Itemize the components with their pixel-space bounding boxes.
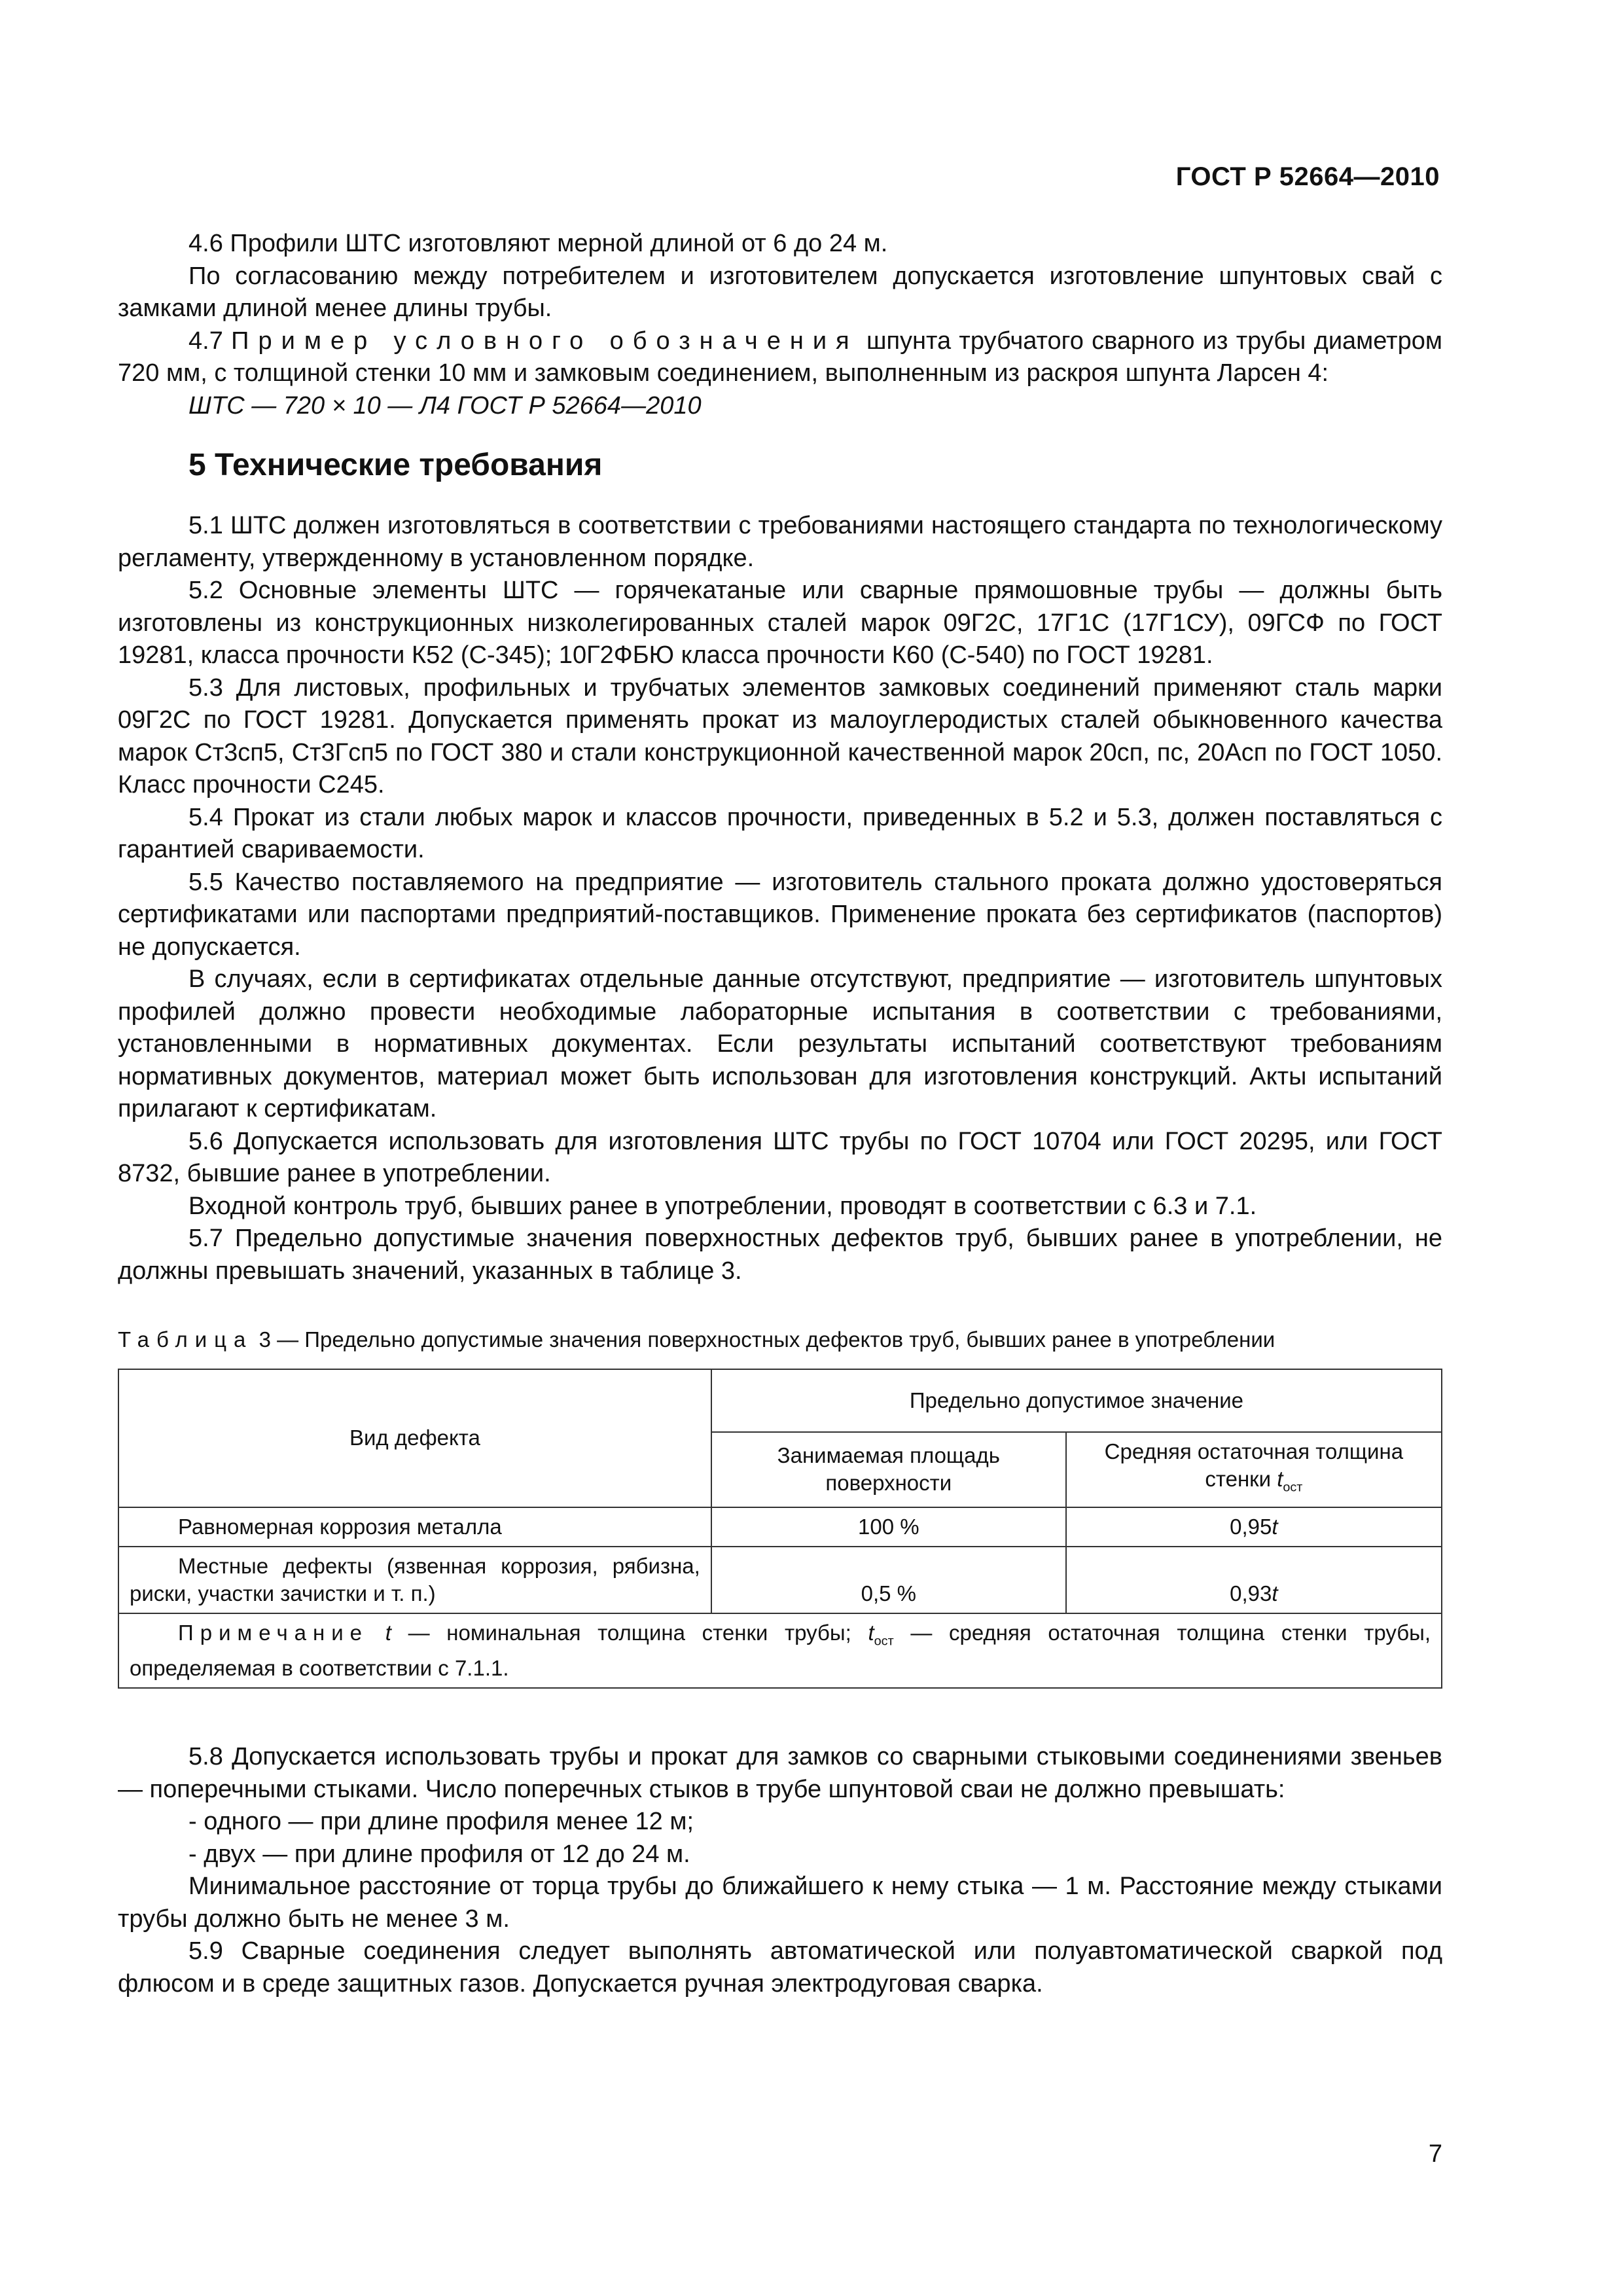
paragraph-5-7: 5.7 Предельно допустимые значения поверхностных дефектов труб, бывших ранее в употреблении, не должны превышать значений, указанных в таблице 3.	[118, 1225, 1442, 1285]
paragraph-5-6: 5.6 Допускается использовать для изготовления ШТС трубы по ГОСТ 10704 или ГОСТ 20295, или ГОСТ 8732, бывшие ранее в употреблении.	[118, 1127, 1442, 1187]
header-thickness-sub: ост	[1283, 1480, 1303, 1495]
table-caption	[118, 1325, 1442, 1354]
paragraph-5-5-continued: В случаях, если в сертификатах отдельные данные отсутствуют, предприятие — изготовитель шпунтовых профилей должно провести необходимые лабораторные испытания в соответствии с требованиями, установленными в нормативных документах. Если результаты испытаний соответствуют требованиям нормативных документов, материал может быть использован для изготовления конструкций. Акты испытаний прилагают к сертификатам.	[118, 965, 1442, 1122]
paragraph-5-3: 5.3 Для листовых, профильных и трубчатых элементов замковых соединений применяют сталь марки 09Г2С по ГОСТ 19281. Допускается применять прокат из малоуглеродистых сталей обыкновенного качества марок Ст3сп5, Ст3Гсп5 по ГОСТ 380 и стали конструкционной качественной марок 20сп, пс, 20Асп по ГОСТ 1050. Класс прочности С245.	[118, 673, 1442, 798]
designation-example-term: Пример условного обозначения	[231, 327, 859, 355]
paragraph-5-6-continued: Входной контроль труб, бывших ранее в употреблении, проводят в соответствии с 6.3 и 7.1.	[188, 1192, 1257, 1220]
row-thickness-var: t	[1272, 1514, 1278, 1539]
note-var-t: t	[385, 1620, 391, 1645]
header-thickness-var: t	[1277, 1467, 1283, 1491]
paragraph-4-6-continued: По согласованию между потребителем и изготовителем допускается изготовление шпунтовых свай с замками длиной менее длины трубы.	[118, 262, 1442, 322]
document-code: ГОСТ Р 52664—2010	[1175, 162, 1440, 191]
header-defect-type: Вид дефекта	[118, 1369, 711, 1507]
defects-table	[118, 1369, 1442, 1689]
paragraph-number: 4.7	[188, 327, 223, 355]
page-content	[118, 228, 1442, 2000]
designation-formula: ШТС — 720 × 10 — Л4 ГОСТ Р 52664—2010	[188, 391, 702, 420]
row-area: 100 %	[711, 1507, 1066, 1547]
paragraph-5-5: 5.5 Качество поставляемого на предприятие — изготовитель стального проката должно удостоверяться сертификатами или паспортами предприятий-поставщиков. Применение проката без сертификатов (паспортов) не допускается.	[118, 868, 1442, 961]
paragraph-5-8-continued: Минимальное расстояние от торца трубы до ближайшего к нему стыка — 1 м. Расстояние между стыками трубы должно быть не менее 3 м.	[118, 1873, 1442, 1933]
table-row	[118, 1547, 1442, 1613]
paragraph-5-4: 5.4 Прокат из стали любых марок и классов прочности, приведенных в 5.2 и 5.3, должен поставляться с гарантией свариваемости.	[118, 803, 1442, 863]
paragraph-5-2: 5.2 Основные элементы ШТС — горячекатаные или сварные прямошовные трубы — должны быть изготовлены из конструкционных низколегированных сталей марок 09Г2С, 17Г1С (17Г1СУ), 09ГСФ по ГОСТ 19281, класса прочности К52 (С-345); 10Г2ФБЮ класса прочности К60 (С-540) по ГОСТ 19281.	[118, 577, 1442, 669]
page-number: 7	[1428, 2140, 1442, 2168]
section-title: 5 Технические требования	[188, 448, 603, 482]
note-var-t-ost: t	[868, 1620, 874, 1645]
table-caption-label: Таблица	[118, 1327, 253, 1352]
header-thickness	[1066, 1432, 1442, 1507]
list-item: - двух — при длине профиля от 12 до 24 м.	[188, 1840, 690, 1868]
section-5-continued	[118, 1741, 1442, 2000]
row-thickness-num: 0,95	[1230, 1514, 1272, 1539]
paragraph-5-9: 5.9 Сварные соединения следует выполнять автоматической или полуавтоматической сваркой под флюсом и в среде защитных газов. Допускается ручная электродуговая сварка.	[118, 1937, 1442, 1998]
paragraph-5-8: 5.8 Допускается использовать трубы и прокат для замков со сварными стыковыми соединениями звеньев — поперечными стыками. Число поперечных стыков в трубе шпунтовой сваи не должно превышать:	[118, 1743, 1442, 1803]
table-row	[118, 1507, 1442, 1547]
table-caption-text: 3 — Предельно допустимые значения поверхностных дефектов труб, бывших ранее в употреблении	[259, 1327, 1275, 1352]
row-thickness-var: t	[1272, 1581, 1278, 1605]
row-defect: Равномерная коррозия металла	[118, 1507, 711, 1547]
row-defect: Местные дефекты (язвенная коррозия, рябизна, риски, участки зачистки и т. п.)	[118, 1547, 711, 1613]
header-thickness-text: Средняя остаточная толщина стенки	[1104, 1439, 1404, 1491]
paragraph-4-6: 4.6 Профили ШТС изготовляют мерной длиной от 6 до 24 м.	[188, 230, 888, 257]
row-thickness	[1066, 1547, 1442, 1613]
header-limit-group: Предельно допустимое значение	[711, 1369, 1442, 1432]
table-note	[118, 1613, 1442, 1689]
note-text-1: — номинальная толщина стенки трубы;	[408, 1620, 851, 1645]
paragraph-5-1: 5.1 ШТС должен изготовляться в соответствии с требованиями настоящего стандарта по технологическому регламенту, утвержденному в установленном порядке.	[118, 512, 1442, 572]
note-label: Примечание	[178, 1620, 369, 1645]
row-area: 0,5 %	[711, 1547, 1066, 1613]
row-thickness	[1066, 1507, 1442, 1547]
header-area: Занимаемая площадь поверхности	[711, 1432, 1066, 1507]
row-thickness-num: 0,93	[1230, 1581, 1272, 1605]
paragraph-4-7-text: шпунта трубчатого сварного из трубы диаметром 720 мм, с толщиной стенки 10 мм и замковым соединением, выполненным из раскроя шпунта Ларсен 4:	[118, 327, 1442, 387]
list-item: - одного — при длине профиля менее 12 м;	[188, 1808, 694, 1836]
paragraph-4-7	[118, 325, 1442, 390]
note-text-2: — средняя остаточная толщина стенки трубы, определяемая в соответствии с 7.1.1.	[130, 1620, 1431, 1681]
note-var-sub: ост	[874, 1634, 894, 1649]
